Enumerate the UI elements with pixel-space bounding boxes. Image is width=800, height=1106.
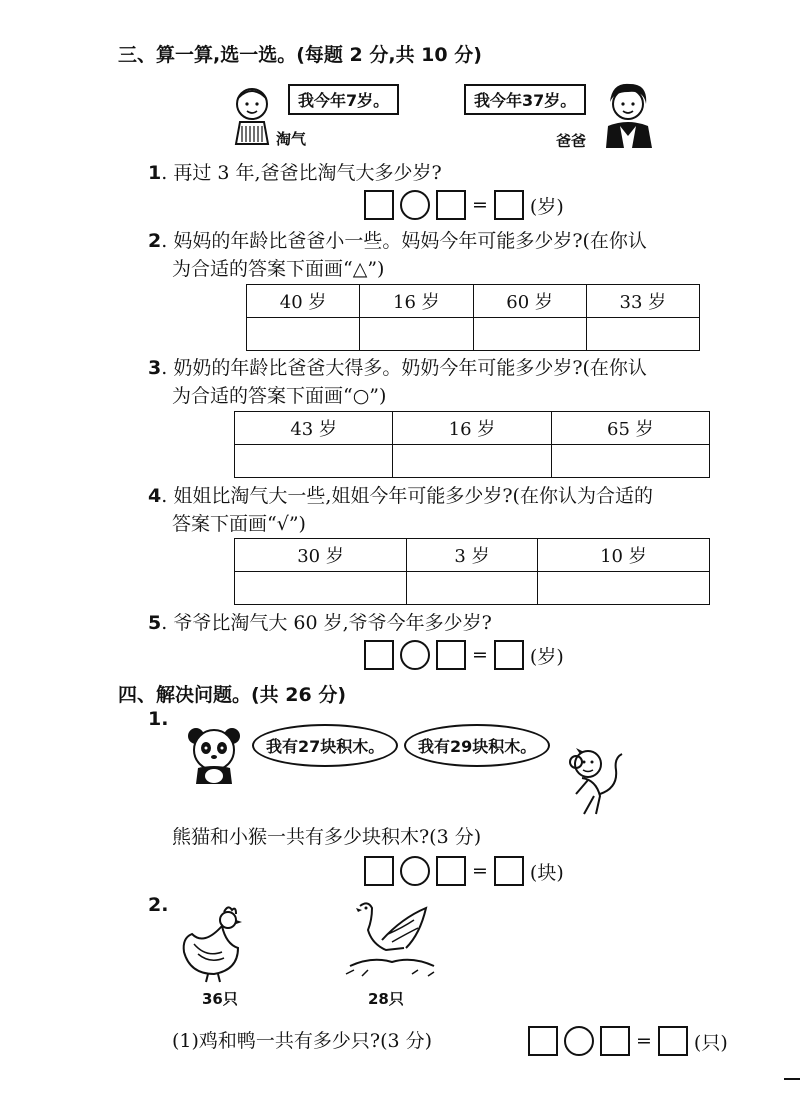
q4-number: 4 — [148, 485, 162, 507]
p1-answer-box-1[interactable] — [364, 856, 394, 886]
p2-unit: (只) — [693, 1031, 728, 1054]
q1-equals-sign: = — [472, 194, 488, 216]
p1-number: 1 — [148, 708, 162, 730]
section-4-title: 四、解决问题。(共 26 分) — [118, 684, 347, 706]
p2-sub1-equation — [528, 1026, 728, 1056]
q5-result-box[interactable] — [494, 640, 524, 670]
q1-answer-box-2[interactable] — [436, 190, 466, 220]
q3-mark-cell-3[interactable] — [551, 445, 709, 478]
p1-equals-sign: = — [472, 860, 488, 882]
q3-line2: 为合适的答案下面画“○”) — [172, 385, 387, 407]
q2-option-3: 60 岁 — [473, 285, 586, 318]
duck-illustration — [342, 900, 438, 982]
chicken-count: 36只 — [202, 990, 238, 1008]
q2-mark-cell-3[interactable] — [473, 318, 586, 351]
baba-illustration — [600, 80, 656, 150]
p1-equation — [364, 856, 564, 886]
q4-option-3: 10 岁 — [537, 539, 709, 572]
q3-option-3: 65 岁 — [551, 412, 709, 445]
page-edge-mark — [784, 1078, 800, 1080]
p1-unit: (块) — [529, 861, 564, 884]
q4-mark-cell-2[interactable] — [407, 572, 538, 605]
q4-mark-cell-3[interactable] — [537, 572, 709, 605]
q2-mark-cell-4[interactable] — [586, 318, 699, 351]
monkey-illustration — [566, 744, 626, 820]
baba-label: 爸爸 — [556, 132, 587, 150]
q3-mark-cell-2[interactable] — [393, 445, 551, 478]
panda-illustration — [184, 724, 244, 788]
p1-operator-circle[interactable] — [400, 856, 430, 886]
panda-speech-bubble: 我有27块积木。 — [252, 724, 398, 767]
q4-line2: 答案下面画“√”) — [172, 513, 306, 535]
q1-equation — [364, 190, 564, 220]
q2-line1: . 妈妈的年龄比爸爸小一些。妈妈今年可能多少岁?(在你认 — [161, 230, 647, 252]
q3-line1: . 奶奶的年龄比爸爸大得多。奶奶今年可能多少岁?(在你认 — [161, 357, 647, 379]
q1-result-box[interactable] — [494, 190, 524, 220]
p2-sub1-question: (1)鸡和鸭一共有多少只?(3 分) — [172, 1030, 433, 1052]
q4-mark-cell-1[interactable] — [235, 572, 407, 605]
p2-answer-box-1[interactable] — [528, 1026, 558, 1056]
q5-answer-box-1[interactable] — [364, 640, 394, 670]
q2-line2: 为合适的答案下面画“△”) — [172, 258, 385, 280]
q2-mark-cell-1[interactable] — [247, 318, 360, 351]
q4-line1: . 姐姐比淘气大一些,姐姐今年可能多少岁?(在你认为合适的 — [161, 485, 653, 507]
q1-answer-box-1[interactable] — [364, 190, 394, 220]
q2-answer-table — [246, 284, 700, 351]
monkey-speech-bubble: 我有29块积木。 — [404, 724, 550, 767]
q3-number: 3 — [148, 357, 162, 379]
q1-operator-circle[interactable] — [400, 190, 430, 220]
p2-operator-circle[interactable] — [564, 1026, 594, 1056]
q3-option-2: 16 岁 — [393, 412, 551, 445]
q3-answer-table — [234, 411, 710, 478]
p2-number: 2 — [148, 894, 162, 916]
taoqi-illustration — [228, 84, 276, 146]
section-3-title: 三、算一算,选一选。(每题 2 分,共 10 分) — [118, 44, 482, 66]
q4-answer-table — [234, 538, 710, 605]
q5-equation — [364, 640, 564, 670]
q4-option-2: 3 岁 — [407, 539, 538, 572]
q5-operator-circle[interactable] — [400, 640, 430, 670]
p2-equals-sign: = — [636, 1030, 652, 1052]
p1-dot: . — [161, 708, 169, 730]
chicken-illustration — [178, 904, 250, 984]
q4-option-1: 30 岁 — [235, 539, 407, 572]
taoqi-label: 淘气 — [276, 130, 307, 148]
p2-result-box[interactable] — [658, 1026, 688, 1056]
duck-count: 28只 — [368, 990, 404, 1008]
taoqi-speech-bubble: 我今年7岁。 — [288, 84, 399, 115]
q2-option-4: 33 岁 — [586, 285, 699, 318]
q5-equals-sign: = — [472, 644, 488, 666]
q5-unit: (岁) — [529, 645, 564, 668]
q1-unit: (岁) — [529, 195, 564, 218]
p1-answer-box-2[interactable] — [436, 856, 466, 886]
q5-text: . 爷爷比淘气大 60 岁,爷爷今年多少岁? — [161, 612, 492, 634]
q5-number: 5 — [148, 612, 162, 634]
q2-option-1: 40 岁 — [247, 285, 360, 318]
p1-result-box[interactable] — [494, 856, 524, 886]
p2-dot: . — [161, 894, 169, 916]
p2-answer-box-2[interactable] — [600, 1026, 630, 1056]
q1-text: . 再过 3 年,爸爸比淘气大多少岁? — [161, 162, 442, 184]
q5-answer-box-2[interactable] — [436, 640, 466, 670]
q3-option-1: 43 岁 — [235, 412, 393, 445]
q3-mark-cell-1[interactable] — [235, 445, 393, 478]
q2-option-2: 16 岁 — [360, 285, 473, 318]
q1-number: 1 — [148, 162, 162, 184]
q2-mark-cell-2[interactable] — [360, 318, 473, 351]
p1-question: 熊猫和小猴一共有多少块积木?(3 分) — [172, 826, 482, 848]
q2-number: 2 — [148, 230, 162, 252]
baba-speech-bubble: 我今年37岁。 — [464, 84, 586, 115]
